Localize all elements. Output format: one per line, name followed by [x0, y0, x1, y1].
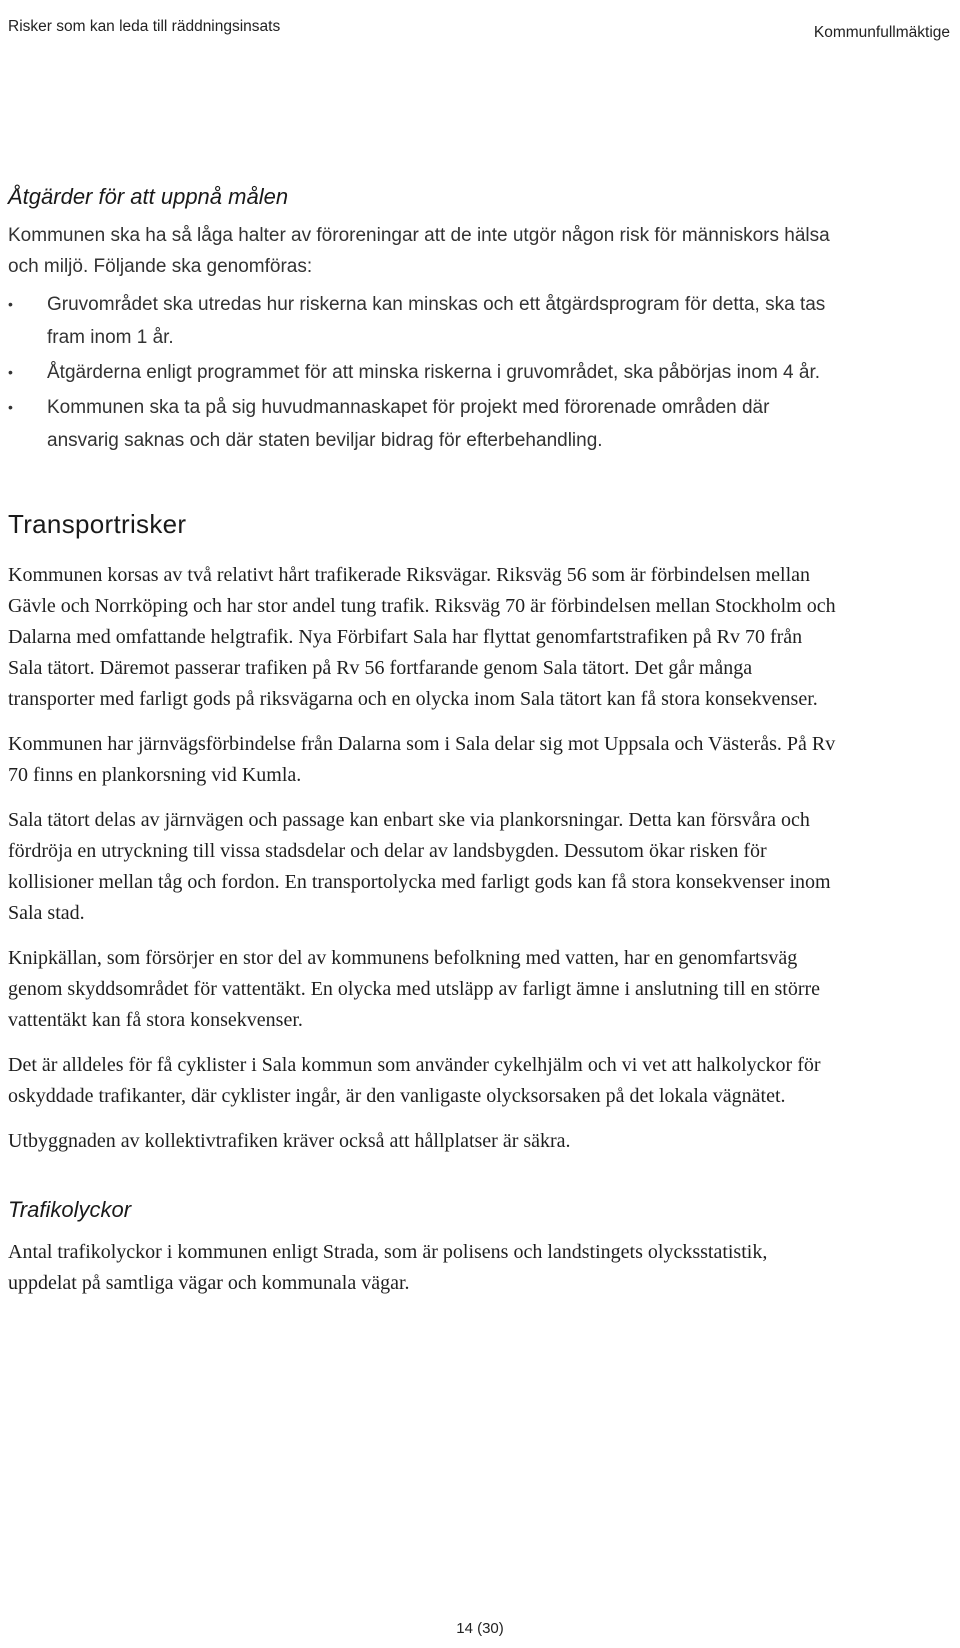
section-heading-transportrisker: Transportrisker: [8, 509, 187, 539]
page-number: 14 (30): [456, 1620, 504, 1637]
list-item: [8, 356, 838, 389]
paragraph: Kommunen korsas av två relativt hårt trafikerade Riksvägar. Riksväg 56 som är förbindelsen mellan Gävle och Norrköping och har stor andel tung trafik. Riksväg 70 är förbindelsen mellan Stockholm och Dalarna med omfattande helgtrafik. Nya Förbifart Sala har flyttat genomfartstrafiken på Rv 70 från Sala tätort. Däremot passerar trafiken på Rv 56 fortfarande genom Sala tätort. Det går många transporter med farligt gods på riksvägarna och en olycka inom Sala tätort kan få stora konsekvenser.: [8, 564, 836, 710]
bullet-marker: •: [8, 364, 13, 380]
paragraph-atgarder-intro: Kommunen ska ha så låga halter av föroreningar att de inte utgör någon risk för människors hälsa och miljö. Följande ska genomföras:: [8, 225, 830, 277]
list-item: [8, 391, 838, 457]
paragraph: Knipkällan, som försörjer en stor del av kommunens befolkning med vatten, har en genomfartsväg genom skyddsområdet för vattentäkt. En olycka med utsläpp av farligt ämne i anslutning till en större vattentäkt kan få stora konsekvenser.: [8, 947, 821, 1031]
list-item: [8, 288, 838, 354]
page-header: [8, 18, 950, 40]
list-item-text: Åtgärderna enligt programmet för att minska riskerna i gruvområdet, ska påbörjas inom 4 år.: [47, 362, 821, 383]
header-document-title: Risker som kan leda till räddningsinsats: [8, 18, 281, 35]
paragraph: Sala tätort delas av järnvägen och passage kan enbart ske via plankorsningar. Detta kan försvåra och fördröja en utryckning till vissa stadsdelar och delar av landsbygden. Dessutom ökar risken för kollisioner mellan tåg och fordon. En transportolycka med farligt gods kan få stora konsekvenser inom Sala stad.: [8, 809, 831, 924]
section-heading-atgarder: Åtgärder för att uppnå målen: [8, 184, 289, 209]
document-body: [8, 184, 838, 1299]
paragraph: Utbyggnaden av kollektivtrafiken kräver också att hållplatser är säkra.: [8, 1130, 571, 1152]
section-heading-trafikolyckor: Trafikolyckor: [8, 1197, 132, 1222]
list-item-text: Gruvområdet ska utredas hur riskerna kan minskas och ett åtgärdsprogram för detta, ska tas fram inom 1 år.: [47, 294, 826, 348]
paragraph: Kommunen har järnvägsförbindelse från Dalarna som i Sala delar sig mot Uppsala och Västerås. På Rv 70 finns en plankorsning vid Kumla.: [8, 733, 836, 786]
bullet-marker: •: [8, 296, 13, 312]
bullet-list-atgarder: [8, 288, 838, 457]
list-item-text: Kommunen ska ta på sig huvudmannaskapet för projekt med förorenade områden där ansvarig saknas och där staten beviljar bidrag för efterbehandling.: [47, 397, 770, 451]
header-organization: Kommunfullmäktige: [813, 24, 950, 41]
paragraph: Det är alldeles för få cyklister i Sala kommun som använder cykelhjälm och vi vet att halkolyckor för oskyddade trafikanter, där cyklister ingår, är den vanligaste olycksorsaken på det lokala vägnätet.: [8, 1054, 821, 1107]
paragraph-trafikolyckor: Antal trafikolyckor i kommunen enligt Strada, som är polisens och landstingets olycksstatistik, uppdelat på samtliga vägar och kommunala vägar.: [8, 1241, 768, 1294]
bullet-marker: •: [8, 399, 13, 415]
